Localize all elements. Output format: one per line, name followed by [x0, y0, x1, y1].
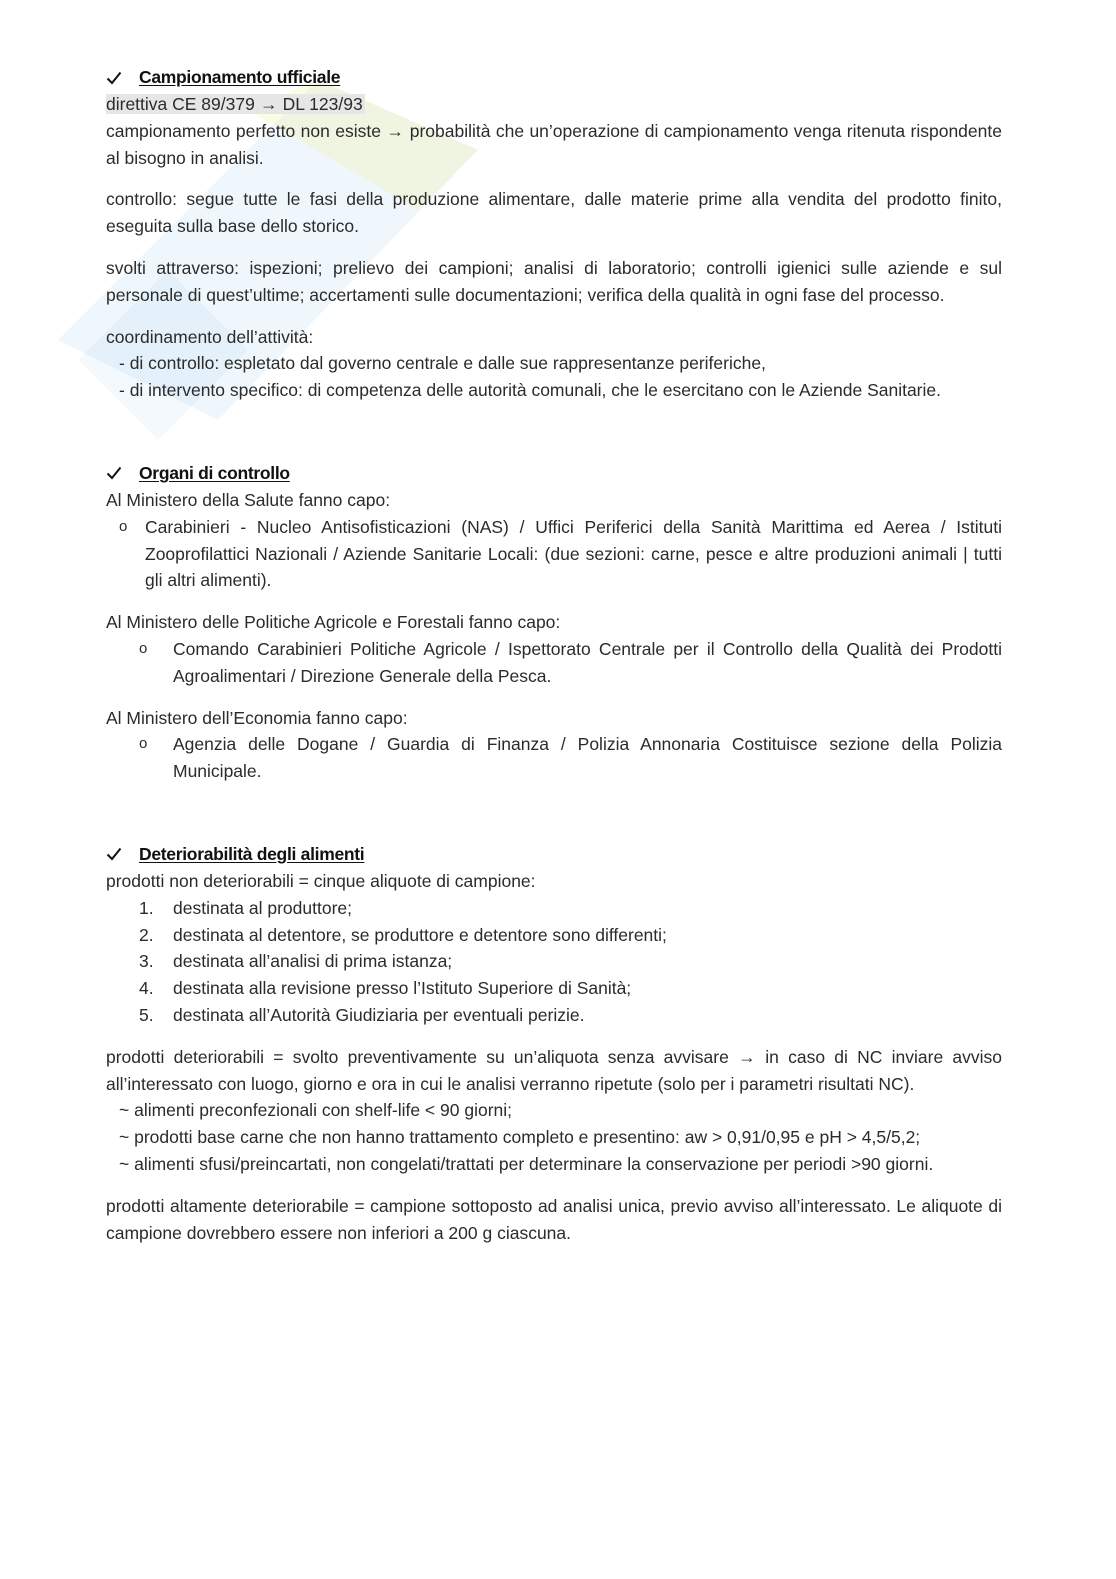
- section-title: Organi di controllo: [139, 463, 290, 484]
- checkmark-icon: [106, 466, 122, 480]
- list-item: o Agenzia delle Dogane / Guardia di Finanza / Polizia Annonaria Costituisce sezione della Polizia Municipale.: [139, 734, 1002, 782]
- section-heading-deteriorabilita: [106, 841, 1002, 868]
- paragraph: prodotti altamente deteriorabile = campione sottoposto ad analisi unica, previo avviso all’interessato. Le aliquote di campione dovrebbero essere non inferiori a 200 g ciascuna.: [106, 1195, 1002, 1243]
- bullet-list: [106, 731, 1002, 785]
- document-page: [106, 64, 1002, 1246]
- bullet-list: [106, 514, 1002, 594]
- list-item: - di intervento specifico: di competenza delle autorità comunali, che le esercitano con le Aziende Sanitarie.: [119, 380, 941, 401]
- list-item: - di controllo: espletato dal governo centrale e dalle sue rappresentanze periferiche,: [119, 353, 766, 374]
- paragraph: prodotti non deteriorabili = cinque aliquote di campione:: [106, 870, 536, 891]
- paragraph: Al Ministero dell’Economia fanno capo:: [106, 707, 408, 728]
- list-item: ~ alimenti sfusi/preincartati, non congelati/trattati per determinare la conservazione per periodi >90 giorni.: [119, 1153, 934, 1174]
- tilde-list: [106, 1097, 1002, 1177]
- bullet-list: [106, 636, 1002, 690]
- paragraph: prodotti deteriorabili = svolto preventivamente su un’aliquota senza avvisare → in caso di NC inviare avviso all’interessato con luogo, giorno e ora in cui le analisi verranno ripetute (solo per i parametri risultati NC).: [106, 1044, 1002, 1098]
- section-heading-campionamento: [106, 64, 1002, 91]
- list-item: 1. destinata al produttore;: [139, 897, 353, 918]
- list-item: ~ alimenti preconfezionali con shelf-life < 90 giorni;: [119, 1100, 512, 1121]
- list-item: o Carabinieri - Nucleo Antisofisticazioni (NAS) / Uffici Periferici della Sanità Marittima ed Aerea / Istituti Zooprofilattici Nazionali / Aziende Sanitarie Locali: (due sezioni: carne, pesce e altre produzioni animali | tutti gli altri alimenti).: [119, 516, 1002, 591]
- paragraph: campionamento perfetto non esiste → probabilità che un’operazione di campionamento venga ritenuta rispondente al bisogno in analisi.: [106, 118, 1002, 172]
- paragraph: coordinamento dell’attività:: [106, 326, 314, 347]
- list-item: 4. destinata alla revisione presso l’Istituto Superiore di Sanità;: [139, 978, 632, 999]
- arrow-right-icon: →: [259, 94, 278, 114]
- paragraph: controllo: segue tutte le fasi della produzione alimentare, dalle materie prime alla vendita del prodotto finito, eseguita sulla base dello storico.: [106, 189, 1002, 237]
- arrow-right-icon: →: [738, 1046, 756, 1067]
- directive-line: direttiva CE 89/379 → DL 123/93: [106, 91, 1002, 118]
- paragraph: svolti attraverso: ispezioni; prelievo dei campioni; analisi di laboratorio; controlli igienici sulle aziende e sul personale di quest’ultime; accertamenti sulle documentazioni; verifica della qualità in ogni fase del processo.: [106, 257, 1002, 305]
- checkmark-icon: [106, 847, 122, 861]
- numbered-list: [106, 895, 1002, 1029]
- section-title: Campionamento ufficiale: [139, 67, 341, 88]
- section-title: Deteriorabilità degli alimenti: [139, 844, 365, 865]
- list-item: o Comando Carabinieri Politiche Agricole / Ispettorato Centrale per il Controllo della Qualità dei Prodotti Agroalimentari / Direzione Generale della Pesca.: [139, 638, 1002, 686]
- checkmark-icon: [106, 71, 122, 85]
- list-item: ~ prodotti base carne che non hanno trattamento completo e presentino: aw > 0,91/0,95 e pH > 4,5/5,2;: [119, 1127, 921, 1148]
- arrow-right-icon: →: [386, 120, 404, 141]
- list-item: 5. destinata all’Autorità Giudiziaria per eventuali perizie.: [139, 1004, 585, 1025]
- list-item: 3. destinata all’analisi di prima istanza;: [139, 951, 453, 972]
- paragraph: Al Ministero delle Politiche Agricole e Forestali fanno capo:: [106, 612, 561, 633]
- section-heading-organi: [106, 460, 1002, 487]
- list-item: 2. destinata al detentore, se produttore e detentore sono differenti;: [139, 924, 667, 945]
- dash-list: [106, 350, 1002, 404]
- paragraph: Al Ministero della Salute fanno capo:: [106, 489, 391, 510]
